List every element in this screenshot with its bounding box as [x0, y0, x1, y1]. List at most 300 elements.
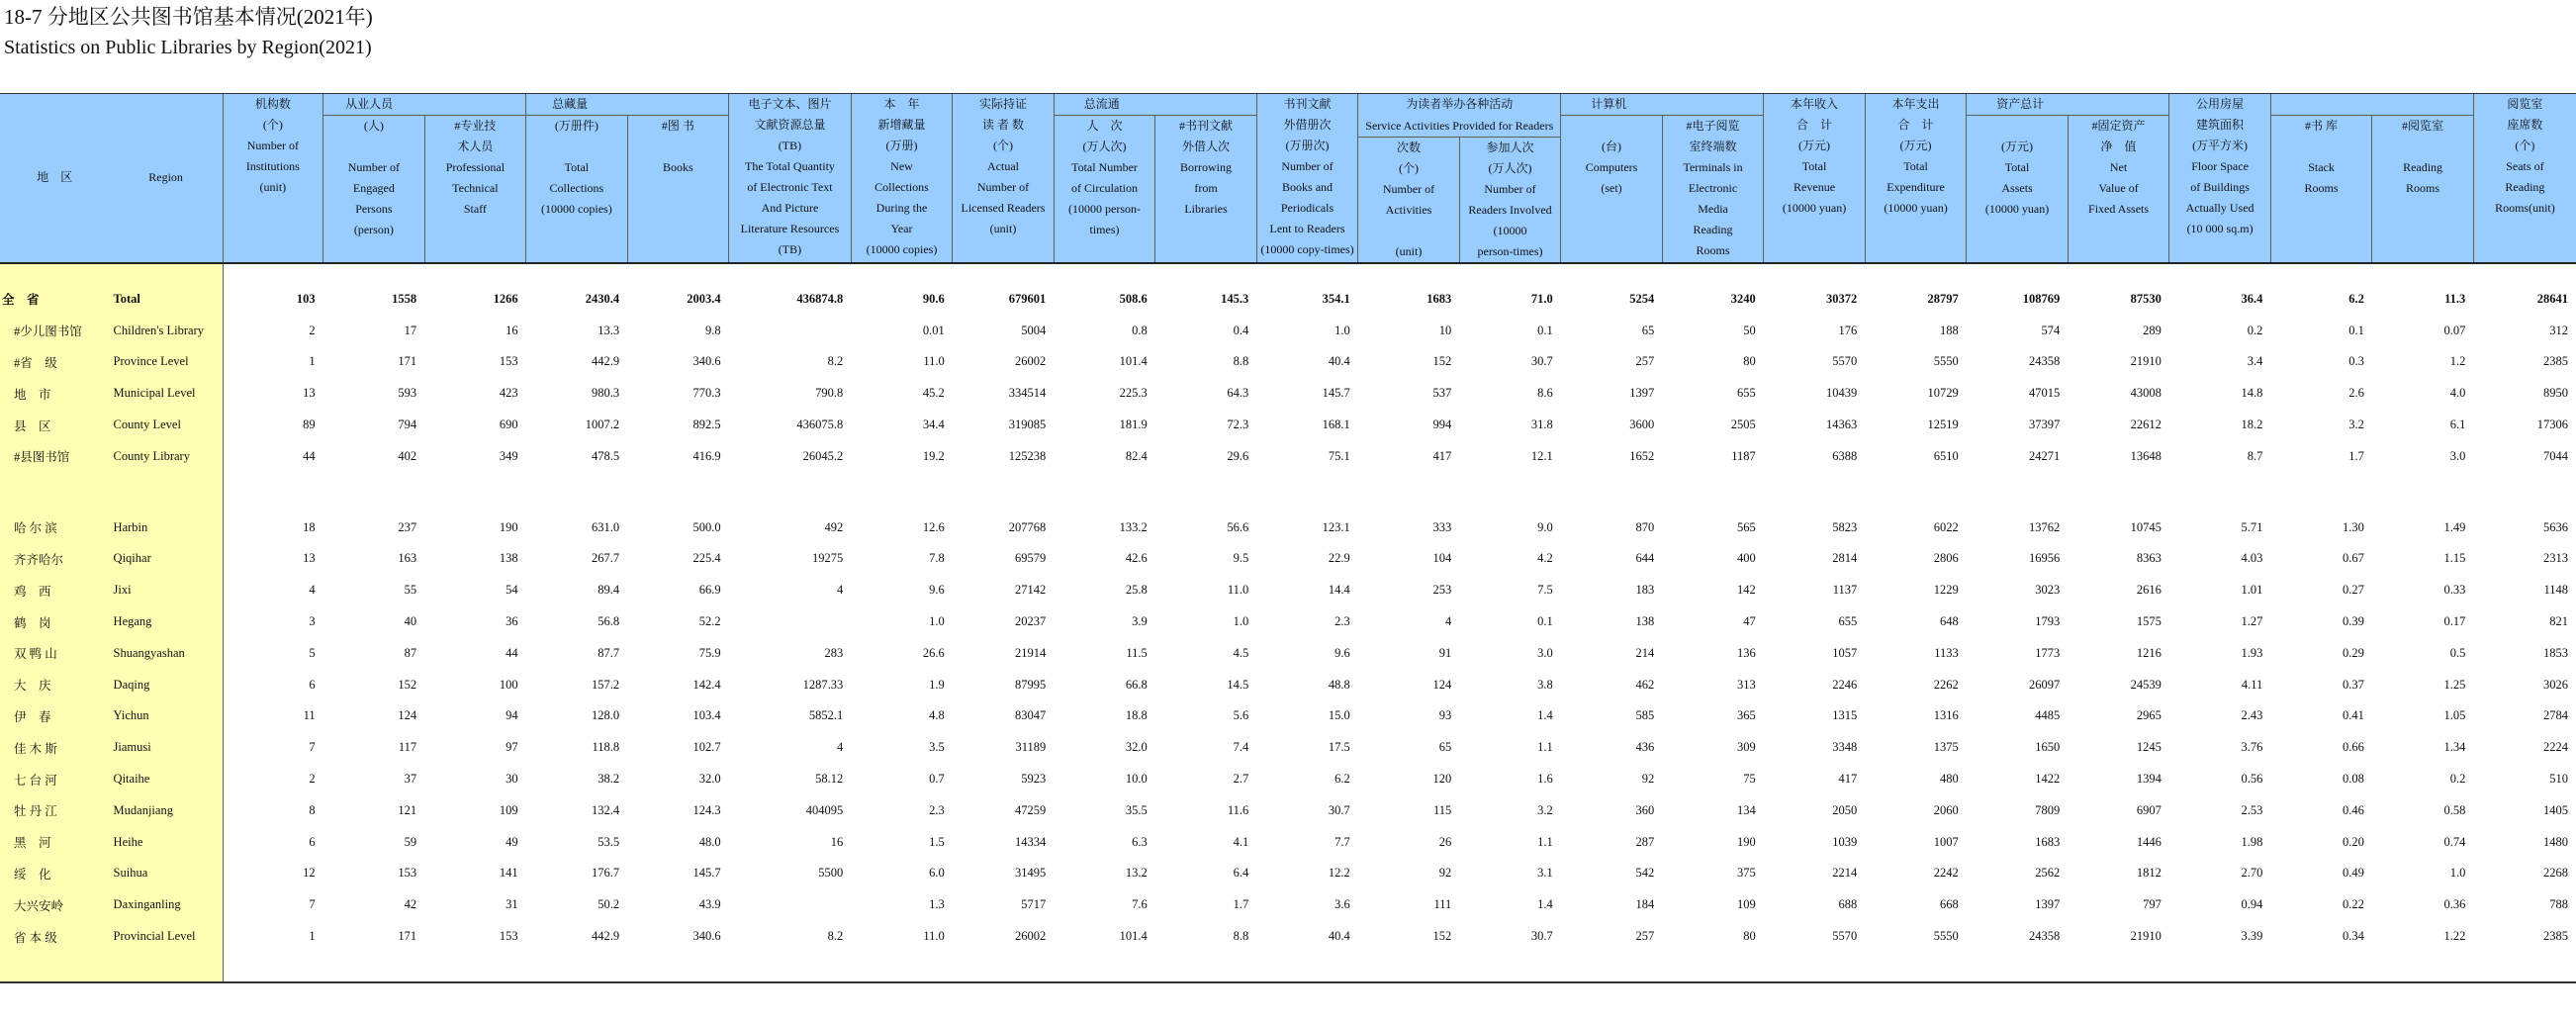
data-cell: 26 [1438, 834, 1452, 849]
data-cell: 8.7 [2247, 448, 2263, 463]
data-cell: 49 [506, 834, 518, 849]
data-cell: 32.0 [698, 772, 721, 787]
data-cell: 1793 [2035, 614, 2061, 629]
data-cell: 87995 [1015, 677, 1047, 692]
data-cell: 181.9 [1119, 418, 1148, 432]
region-name-en: Suihua [110, 858, 224, 889]
data-cell: 0.27 [2342, 583, 2364, 598]
data-cell: 1287.33 [802, 677, 844, 692]
region-name-en: Mudanjiang [110, 794, 224, 826]
data-cell: 12.1 [1530, 448, 1553, 463]
region-name-en: Province Level [110, 346, 224, 378]
header-stack-rooms: #书 库 Stack Rooms [2270, 116, 2372, 263]
data-cell: 631.0 [592, 519, 620, 534]
data-cell: 668 [1940, 897, 1959, 912]
data-cell: 7.4 [1233, 740, 1249, 755]
data-cell: 3.2 [1537, 802, 1553, 817]
data-cell: 8 [309, 802, 316, 817]
region-name-en: Harbin [110, 511, 224, 543]
data-cell: 0.37 [2342, 677, 2364, 692]
data-cell: 2385 [2543, 929, 2568, 944]
data-cell: 1057 [1832, 645, 1858, 660]
data-cell: 565 [1737, 519, 1756, 534]
data-cell: 124.3 [692, 802, 721, 817]
data-cell: 90.6 [922, 291, 945, 306]
region-name-en: Hegang [110, 606, 224, 638]
data-cell: 120 [1432, 772, 1452, 787]
table-row [0, 284, 2576, 316]
data-cell: 64.3 [1227, 386, 1249, 401]
table-row [0, 889, 2576, 921]
region-name-cn: 哈 尔 滨 [0, 511, 110, 543]
data-cell: 24358 [2029, 929, 2061, 944]
data-cell: 400 [1737, 551, 1756, 566]
data-cell: 4 [1445, 614, 1452, 629]
data-cell: 1007.2 [585, 418, 620, 432]
header-books: #图 书 Books [627, 116, 729, 263]
data-cell: 283 [824, 645, 844, 660]
data-cell: 644 [1635, 551, 1655, 566]
data-cell: 788 [2549, 897, 2568, 912]
data-cell: 42 [404, 897, 417, 912]
data-cell: 892.5 [692, 418, 721, 432]
table-title: 18-7 分地区公共图书馆基本情况(2021年) [4, 5, 373, 29]
data-cell: 6.0 [929, 866, 945, 881]
data-cell: 0.07 [2443, 323, 2466, 337]
data-cell: 13 [303, 386, 316, 401]
data-cell: 87.7 [598, 645, 620, 660]
data-cell: 6907 [2136, 802, 2162, 817]
data-cell: 16 [830, 834, 844, 849]
header-region-cn: 地 区 [0, 94, 110, 263]
header-service-activities-en: Service Activities Provided for Readers [1358, 116, 1561, 138]
data-cell: 0.8 [1132, 323, 1148, 337]
data-cell: 101.4 [1119, 354, 1148, 369]
header-total-collections: (万册件) Total Collections (10000 copies) [526, 116, 628, 263]
region-name-cn: 双 鸭 山 [0, 637, 110, 669]
table-row [0, 440, 2576, 472]
data-cell: 13 [303, 551, 316, 566]
data-cell: 14334 [1015, 834, 1047, 849]
data-cell: 207768 [1008, 519, 1047, 534]
data-cell: 1007 [1933, 834, 1959, 849]
data-cell: 91 [1438, 645, 1452, 660]
data-cell: 44 [303, 448, 316, 463]
table-row [0, 346, 2576, 378]
table-body [0, 263, 2576, 982]
data-cell: 28641 [2536, 291, 2568, 306]
region-name-en: Daxinganling [110, 889, 224, 921]
data-cell: 3023 [2035, 583, 2061, 598]
header-new-collections: 本 年 新增藏量 (万册) New Collections During the Year (10000 copies) [851, 94, 953, 263]
data-cell: 319085 [1008, 418, 1047, 432]
data-cell: 542 [1635, 866, 1655, 881]
data-cell: 16956 [2029, 551, 2061, 566]
data-cell: 26045.2 [802, 448, 844, 463]
data-cell: 30.7 [1530, 354, 1553, 369]
data-cell: 30 [506, 772, 518, 787]
data-cell: 8.6 [1537, 386, 1553, 401]
data-cell: 354.1 [1322, 291, 1350, 306]
data-cell: 24358 [2029, 354, 2061, 369]
data-cell: 770.3 [692, 386, 721, 401]
data-cell: 118.8 [592, 740, 620, 755]
header-borrowing: #书刊文献 外借人次 Borrowing from Libraries [1155, 116, 1257, 263]
data-cell: 436 [1635, 740, 1655, 755]
data-cell: 1315 [1832, 708, 1858, 723]
data-cell: 289 [2143, 323, 2162, 337]
data-cell: 5.71 [2241, 519, 2263, 534]
data-cell: 94 [506, 708, 518, 723]
region-name-cn: 黑 河 [0, 826, 110, 858]
data-cell: 145.7 [692, 866, 721, 881]
data-cell: 790.8 [815, 386, 844, 401]
data-cell: 65 [1641, 323, 1655, 337]
data-cell: 1853 [2543, 645, 2568, 660]
data-cell: 103.4 [692, 708, 721, 723]
data-cell: 72.3 [1227, 418, 1249, 432]
data-cell: 1.3 [929, 897, 945, 912]
data-cell: 2003.4 [687, 291, 721, 306]
data-cell: 2.3 [1334, 614, 1350, 629]
region-name-cn: 鸡 西 [0, 575, 110, 606]
data-cell: 13.2 [1125, 866, 1148, 881]
data-cell: 1375 [1933, 740, 1959, 755]
data-cell: 5923 [1021, 772, 1047, 787]
data-cell: 20237 [1015, 614, 1047, 629]
region-name-en: Heihe [110, 826, 224, 858]
header-assets-group: 资产总计 [1967, 94, 2169, 116]
data-cell: 5500 [818, 866, 844, 881]
data-cell: 797 [2143, 897, 2162, 912]
data-cell: 9.8 [705, 323, 721, 337]
data-cell: 480 [1940, 772, 1959, 787]
table-row [0, 575, 2576, 606]
data-cell: 10439 [1826, 386, 1858, 401]
data-cell: 462 [1635, 677, 1655, 692]
region-name-cn: 县 区 [0, 410, 110, 441]
data-cell: 312 [2549, 323, 2568, 337]
data-cell: 11.0 [923, 929, 945, 944]
data-cell: 3.0 [1537, 645, 1553, 660]
data-cell: 19275 [812, 551, 844, 566]
data-cell: 12.6 [922, 519, 945, 534]
data-cell: 6.3 [1132, 834, 1148, 849]
data-cell: 30372 [1826, 291, 1858, 306]
data-cell: 688 [1838, 897, 1858, 912]
data-cell: 92 [1438, 866, 1452, 881]
data-cell: 3.39 [2241, 929, 2263, 944]
data-cell: 510 [2549, 772, 2568, 787]
data-cell: 478.5 [592, 448, 620, 463]
data-cell: 0.36 [2443, 897, 2466, 912]
data-cell: 12519 [1927, 418, 1959, 432]
data-cell: 31.8 [1530, 418, 1553, 432]
header-total-revenue: 本年收入 合 计 (万元) Total Revenue (10000 yuan) [1764, 94, 1866, 263]
region-name-en: Qiqihar [110, 543, 224, 575]
data-cell: 2.6 [2348, 386, 2364, 401]
data-cell: 136 [1737, 645, 1756, 660]
table-row [0, 410, 2576, 441]
data-cell: 1652 [1629, 448, 1655, 463]
data-cell: 4.2 [1537, 551, 1553, 566]
data-cell: 436874.8 [796, 291, 844, 306]
data-cell: 65 [1438, 740, 1452, 755]
data-cell: 0.33 [2443, 583, 2466, 598]
data-cell: 4.5 [1233, 645, 1249, 660]
region-name-en: Yichun [110, 700, 224, 732]
data-cell: 870 [1635, 519, 1655, 534]
data-cell: 37 [404, 772, 417, 787]
data-cell: 87530 [2130, 291, 2162, 306]
data-cell: 31 [506, 897, 518, 912]
header-electronic-resources: 电子文本、图片 文献资源总量 (TB) The Total Quantity of Electronic Text And Picture Literature Resources (TB) [729, 94, 852, 263]
data-cell: 7809 [2035, 802, 2061, 817]
data-cell: 53.5 [598, 834, 620, 849]
data-cell: 121 [398, 802, 417, 817]
data-cell: 1.25 [2443, 677, 2466, 692]
data-cell: 176 [1838, 323, 1858, 337]
data-cell: 0.17 [2443, 614, 2466, 629]
data-cell: 9.6 [929, 583, 945, 598]
data-cell: 21910 [2130, 354, 2162, 369]
data-cell: 0.41 [2342, 708, 2364, 723]
header-collections-group: 总藏量 [526, 94, 729, 116]
data-cell: 12.2 [1328, 866, 1350, 881]
data-cell: 48.0 [698, 834, 721, 849]
data-cell: 6022 [1933, 519, 1959, 534]
region-name-en: Jixi [110, 575, 224, 606]
data-cell: 56.8 [598, 614, 620, 629]
data-cell: 1133 [1934, 645, 1959, 660]
data-cell: 287 [1635, 834, 1655, 849]
data-cell: 1394 [2136, 772, 2162, 787]
table-row [0, 921, 2576, 953]
data-cell: 0.74 [2443, 834, 2466, 849]
region-name-cn: 绥 化 [0, 858, 110, 889]
data-cell: 1.0 [1233, 614, 1249, 629]
data-cell: 9.0 [1537, 519, 1553, 534]
data-cell: 349 [499, 448, 518, 463]
data-cell: 1405 [2543, 802, 2568, 817]
data-cell: 171 [398, 354, 417, 369]
data-cell: 142 [1737, 583, 1756, 598]
data-cell: 171 [398, 929, 417, 944]
data-cell: 1229 [1933, 583, 1959, 598]
data-cell: 0.29 [2342, 645, 2364, 660]
data-cell: 115 [1432, 802, 1452, 817]
data-cell: 423 [499, 386, 518, 401]
table-row [0, 764, 2576, 795]
data-cell: 37397 [2029, 418, 2061, 432]
data-cell: 8.8 [1233, 354, 1249, 369]
data-cell: 508.6 [1119, 291, 1148, 306]
data-cell: 2814 [1832, 551, 1858, 566]
data-cell: 22.9 [1328, 551, 1350, 566]
data-cell: 2.53 [2241, 802, 2263, 817]
data-cell: 5570 [1832, 929, 1858, 944]
data-cell: 2.70 [2241, 866, 2263, 881]
header-rooms-group [2270, 94, 2473, 116]
header-licensed-readers: 实际持证 读 者 数 (个) Actual Number of Licensed Readers (unit) [953, 94, 1055, 263]
data-cell: 1.05 [2443, 708, 2466, 723]
data-cell: 8.2 [827, 354, 844, 369]
data-cell: 58.12 [815, 772, 844, 787]
data-cell: 43.9 [698, 897, 721, 912]
header-terminals: #电子阅览 室终端数 Terminals in Electronic Media Reading Rooms [1662, 116, 1764, 263]
header-floor-space: 公用房屋 建筑面积 (万平方米) Floor Space of Buildings Actually Used (10 000 sq.m) [2169, 94, 2271, 263]
data-cell: 7.8 [929, 551, 945, 566]
data-cell: 82.4 [1125, 448, 1148, 463]
data-cell: 690 [499, 418, 518, 432]
data-cell: 214 [1635, 645, 1655, 660]
data-cell: 2616 [2136, 583, 2162, 598]
data-cell: 0.34 [2342, 929, 2364, 944]
region-name-en: County Level [110, 410, 224, 441]
data-cell: 14.8 [2241, 386, 2263, 401]
data-cell: 1039 [1832, 834, 1858, 849]
data-cell: 0.2 [2247, 323, 2263, 337]
data-cell: 153 [499, 354, 518, 369]
data-cell: 11.0 [1227, 583, 1249, 598]
data-cell: 32.0 [1125, 740, 1148, 755]
data-cell: 5550 [1933, 354, 1959, 369]
data-cell: 442.9 [592, 929, 620, 944]
data-cell: 89.4 [598, 583, 620, 598]
data-cell: 5717 [1021, 897, 1047, 912]
data-cell: 416.9 [692, 448, 721, 463]
data-cell: 190 [499, 519, 518, 534]
data-cell: 7.7 [1334, 834, 1350, 849]
data-cell: 12 [303, 866, 316, 881]
data-cell: 253 [1432, 583, 1452, 598]
data-cell: 10745 [2130, 519, 2162, 534]
data-cell: 0.56 [2241, 772, 2263, 787]
data-cell: 1.34 [2443, 740, 2466, 755]
data-cell: 25.8 [1125, 583, 1148, 598]
data-cell: 34.4 [922, 418, 945, 432]
data-cell: 492 [824, 519, 844, 534]
data-cell: 1446 [2136, 834, 2162, 849]
data-cell: 1812 [2136, 866, 2162, 881]
data-cell: 55 [404, 583, 417, 598]
data-cell: 11 [303, 708, 316, 723]
data-cell: 141 [499, 866, 518, 881]
data-cell: 0.5 [2449, 645, 2466, 660]
region-name-cn: 大兴安岭 [0, 889, 110, 921]
data-cell: 334514 [1008, 386, 1047, 401]
data-cell: 28797 [1927, 291, 1959, 306]
header-total-expenditure: 本年支出 合 计 (万元) Total Expenditure (10000 yuan) [1865, 94, 1967, 263]
data-cell: 6 [309, 834, 316, 849]
data-cell: 5.6 [1233, 708, 1249, 723]
header-institutions: 机构数 (个) Number of Institutions (unit) [223, 94, 323, 263]
region-name-en: Qitaihe [110, 764, 224, 795]
data-cell: 92 [1641, 772, 1655, 787]
data-cell: 11.5 [1126, 645, 1148, 660]
data-cell: 1.0 [1334, 323, 1350, 337]
data-cell: 2.3 [929, 802, 945, 817]
data-cell: 2050 [1832, 802, 1858, 817]
data-cell: 2505 [1730, 418, 1756, 432]
region-name-cn: 佳 木 斯 [0, 732, 110, 764]
data-cell: 267.7 [592, 551, 620, 566]
data-cell: 40.4 [1328, 354, 1350, 369]
data-cell: 30.7 [1530, 929, 1553, 944]
region-name-cn: 鹤 岗 [0, 606, 110, 638]
header-engaged-persons: (人) Number of Engaged Persons (person) [323, 116, 425, 263]
data-cell: 6388 [1832, 448, 1858, 463]
data-cell [729, 889, 852, 921]
data-cell: 104 [1432, 551, 1452, 566]
data-cell: 153 [499, 929, 518, 944]
data-cell: 585 [1635, 708, 1655, 723]
data-cell: 3 [309, 614, 316, 629]
data-cell: 83047 [1015, 708, 1047, 723]
header-total-circulation: 人 次 (万人次) Total Number of Circulation (10000 person- times) [1054, 116, 1155, 263]
statistics-table-container [0, 94, 2576, 981]
data-cell: 1.5 [929, 834, 945, 849]
data-cell: 22612 [2130, 418, 2162, 432]
table-row [0, 637, 2576, 669]
data-cell: 1.6 [1537, 772, 1553, 787]
data-cell: 35.5 [1125, 802, 1148, 817]
data-cell: 14.4 [1328, 583, 1350, 598]
table-header [0, 94, 2576, 263]
table-bottom-padding-row [0, 952, 2576, 981]
data-cell: 1316 [1933, 708, 1959, 723]
data-cell: 340.6 [692, 929, 721, 944]
header-fixed-assets: #固定资产 净 值 Net Value of Fixed Assets [2068, 116, 2169, 263]
data-cell: 134 [1737, 802, 1756, 817]
data-cell: 1187 [1731, 448, 1756, 463]
data-cell: 36.4 [2241, 291, 2263, 306]
data-cell: 138 [1635, 614, 1655, 629]
header-total-assets: (万元) Total Assets (10000 yuan) [1967, 116, 2069, 263]
data-cell: 3.8 [1537, 677, 1553, 692]
data-cell: 132.4 [592, 802, 620, 817]
data-cell: 4.1 [1233, 834, 1249, 849]
data-cell: 313 [1737, 677, 1756, 692]
data-cell: 4 [837, 740, 844, 755]
header-persons-group: 从业人员 [323, 94, 526, 116]
data-cell: 11.3 [2444, 291, 2466, 306]
data-cell: 38.2 [598, 772, 620, 787]
data-cell: 360 [1635, 802, 1655, 817]
data-cell: 655 [1737, 386, 1756, 401]
data-cell: 3240 [1730, 291, 1756, 306]
data-cell: 2268 [2543, 866, 2568, 881]
data-cell: 417 [1838, 772, 1858, 787]
data-cell: 2 [309, 772, 316, 787]
data-cell: 1.30 [2342, 519, 2364, 534]
data-cell: 47 [1743, 614, 1756, 629]
data-cell: 108769 [2022, 291, 2061, 306]
data-cell: 0.66 [2342, 740, 2364, 755]
data-cell [729, 606, 852, 638]
data-cell: 1.93 [2241, 645, 2263, 660]
header-computers-group: 计算机 [1561, 94, 1764, 116]
table-row [0, 511, 2576, 543]
data-cell: 10729 [1927, 386, 1959, 401]
data-cell: 100 [499, 677, 518, 692]
data-cell: 593 [398, 386, 417, 401]
data-cell: 66.8 [1125, 677, 1148, 692]
data-cell: 3.2 [2348, 418, 2364, 432]
data-cell: 3600 [1629, 418, 1655, 432]
data-cell: 1650 [2035, 740, 2061, 755]
data-cell: 52.2 [698, 614, 721, 629]
